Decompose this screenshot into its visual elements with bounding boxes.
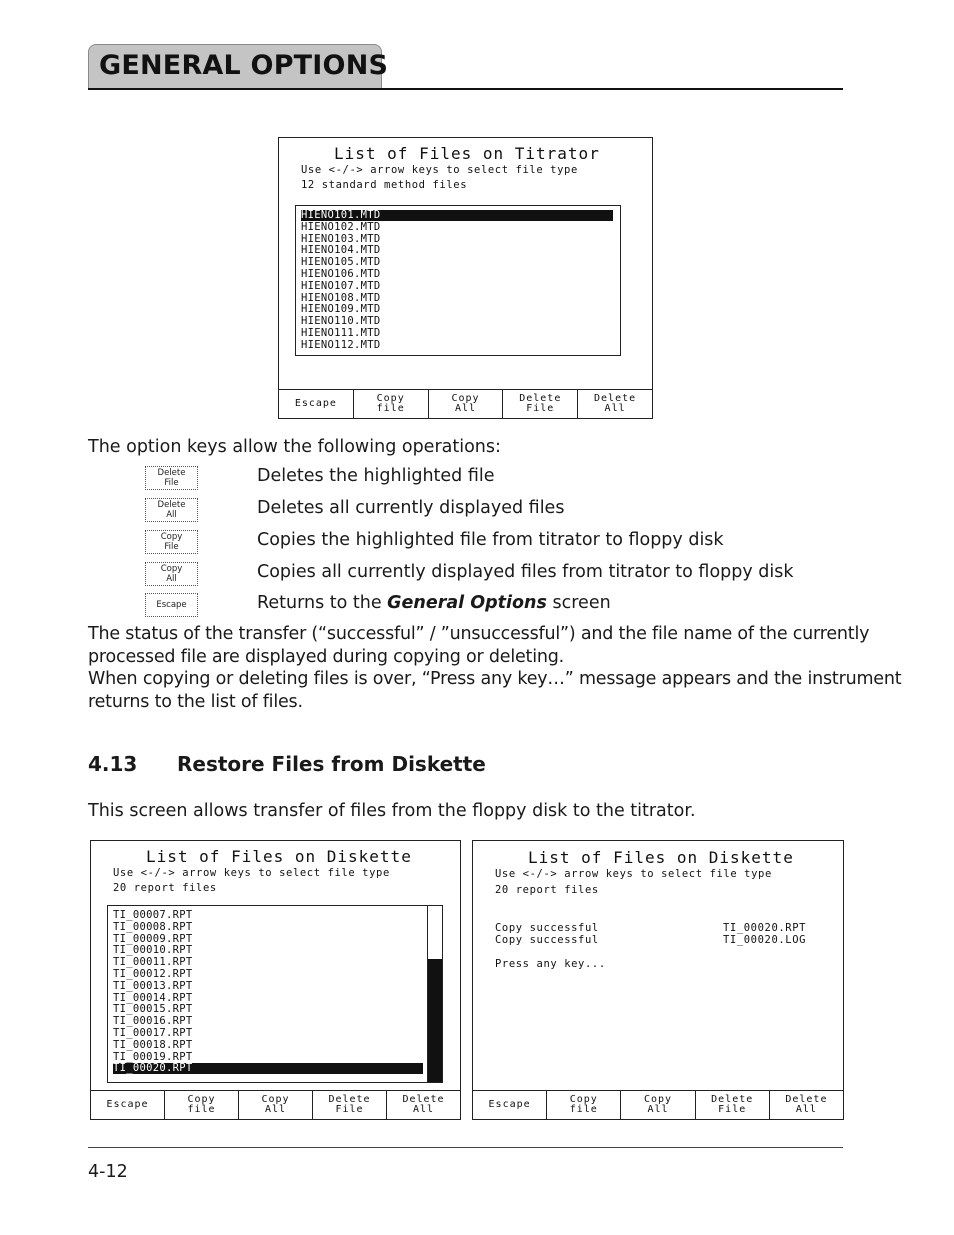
copy-status-1: Copy successful — [495, 922, 599, 934]
status-paragraph-line: returns to the list of files. — [88, 692, 303, 712]
copied-file-1: TI_00020.RPT — [723, 922, 807, 934]
softkey-delete-file[interactable]: Delete File — [502, 390, 577, 418]
softkey-delete-file[interactable]: Delete File — [312, 1091, 386, 1119]
file-list-item[interactable]: HIENO105.MTD — [301, 256, 381, 269]
operation-description: Copies the highlighted file from titrator to floppy disk — [257, 530, 724, 550]
copy-status-2: Copy successful — [495, 934, 599, 946]
scrollbar[interactable] — [427, 906, 442, 1082]
operation-description: Copies all currently displayed files from titrator to floppy disk — [257, 562, 794, 582]
press-any-key-prompt: Press any key... — [495, 958, 606, 970]
diskette-copy-status-screen — [472, 840, 844, 1120]
softkey-delete-all[interactable]: Delete All — [386, 1091, 460, 1119]
page-number: 4-12 — [88, 1162, 128, 1182]
section-heading — [88, 752, 486, 776]
file-list-item[interactable]: TI_00009.RPT — [113, 932, 193, 945]
file-list-item[interactable]: TI_00008.RPT — [113, 920, 193, 933]
diskette-files-screen — [90, 840, 461, 1120]
screen-instruction: Use <-/-> arrow keys to select file type — [113, 867, 390, 879]
page-title: GENERAL OPTIONS — [99, 50, 389, 81]
softkey-bar — [473, 1090, 843, 1119]
file-list-item[interactable]: TI_00012.RPT — [113, 968, 193, 980]
screen-title: List of Files on Diskette — [146, 847, 412, 866]
screen-file-count: 20 report files — [495, 884, 599, 896]
status-paragraph-line: processed file are displayed during copying or deleting. — [88, 647, 565, 667]
file-list-item[interactable]: TI_00007.RPT — [113, 909, 193, 921]
key-delete-all-icon: Delete All — [145, 498, 198, 522]
screen-title: List of Files on Diskette — [528, 848, 794, 867]
screen-file-count: 12 standard method files — [301, 179, 468, 191]
softkey-copy-file[interactable]: Copy file — [546, 1091, 620, 1119]
titrator-files-screen — [278, 137, 653, 419]
file-list-item[interactable]: TI_00019.RPT — [113, 1050, 193, 1063]
footer-divider — [88, 1147, 843, 1148]
file-list[interactable] — [107, 905, 443, 1083]
softkey-copy-all[interactable]: Copy All — [428, 390, 503, 418]
softkey-delete-all[interactable]: Delete All — [577, 390, 652, 418]
file-list-item[interactable]: HIENO101.MTD — [301, 210, 613, 221]
screen-instruction: Use <-/-> arrow keys to select file type — [495, 868, 772, 880]
scrollbar-thumb[interactable] — [428, 959, 442, 1082]
file-list-item[interactable]: TI_00013.RPT — [113, 979, 193, 992]
section-number: 4.13 — [88, 752, 138, 776]
file-list-item[interactable]: HIENO109.MTD — [301, 303, 381, 316]
section-title: Restore Files from Diskette — [177, 752, 486, 776]
section-intro: This screen allows transfer of files from the floppy disk to the titrator. — [88, 801, 696, 821]
screen-file-count: 20 report files — [113, 882, 217, 894]
key-delete-file-icon: Delete File — [145, 466, 198, 490]
status-paragraph-line: When copying or deleting files is over, “Press any key…” message appears and the instrument — [88, 669, 902, 689]
operation-description: Returns to the General Options screen — [257, 593, 611, 613]
file-list-item[interactable]: HIENO104.MTD — [301, 244, 381, 257]
file-list-item[interactable]: TI_00015.RPT — [113, 1003, 193, 1016]
file-list-item[interactable]: HIENO103.MTD — [301, 232, 381, 245]
file-list-item[interactable]: HIENO112.MTD — [301, 338, 381, 351]
softkey-escape[interactable]: Escape — [488, 1099, 531, 1110]
status-paragraph-line: The status of the transfer (“successful” / ”unsuccessful”) and the file name of the currently — [88, 624, 870, 644]
file-list-item[interactable]: HIENO110.MTD — [301, 315, 381, 328]
screen-title: List of Files on Titrator — [334, 144, 600, 163]
softkey-copy-file[interactable]: Copy file — [353, 390, 428, 418]
file-list-item[interactable]: HIENO102.MTD — [301, 220, 381, 233]
file-list-item[interactable]: HIENO108.MTD — [301, 291, 381, 304]
softkey-escape[interactable]: Escape — [294, 398, 337, 409]
header-divider — [88, 88, 843, 90]
file-list-item[interactable]: TI_00017.RPT — [113, 1027, 193, 1039]
general-options-emphasis: General Options — [387, 593, 547, 613]
file-list-item[interactable]: TI_00016.RPT — [113, 1015, 193, 1028]
file-list-item[interactable]: HIENO106.MTD — [301, 268, 381, 280]
softkey-escape[interactable]: Escape — [106, 1099, 149, 1110]
operation-description: Deletes all currently displayed files — [257, 498, 565, 518]
file-list-item[interactable]: HIENO111.MTD — [301, 327, 381, 339]
file-list-item[interactable]: HIENO107.MTD — [301, 279, 381, 292]
file-list-item[interactable]: TI_00011.RPT — [113, 956, 193, 969]
operation-description: Deletes the highlighted file — [257, 466, 495, 486]
copied-file-2: TI_00020.LOG — [723, 934, 807, 946]
softkey-copy-file[interactable]: Copy file — [164, 1091, 238, 1119]
screen-instruction: Use <-/-> arrow keys to select file type — [301, 164, 578, 176]
file-list-item[interactable]: TI_00014.RPT — [113, 991, 193, 1004]
softkey-copy-all[interactable]: Copy All — [620, 1091, 694, 1119]
intro-text: The option keys allow the following operations: — [88, 437, 501, 457]
key-escape-icon: Escape — [145, 593, 198, 617]
file-list-item[interactable]: TI_00018.RPT — [113, 1038, 193, 1051]
key-copy-file-icon: Copy File — [145, 530, 198, 554]
softkey-bar — [91, 1090, 460, 1119]
softkey-delete-all[interactable]: Delete All — [769, 1091, 843, 1119]
file-list-item[interactable]: TI_00010.RPT — [113, 944, 193, 957]
file-list-item[interactable]: TI_00020.RPT — [113, 1063, 423, 1074]
key-copy-all-icon: Copy All — [145, 562, 198, 586]
softkey-copy-all[interactable]: Copy All — [238, 1091, 312, 1119]
softkey-bar — [279, 389, 652, 418]
file-list[interactable] — [295, 205, 621, 356]
softkey-delete-file[interactable]: Delete File — [695, 1091, 769, 1119]
